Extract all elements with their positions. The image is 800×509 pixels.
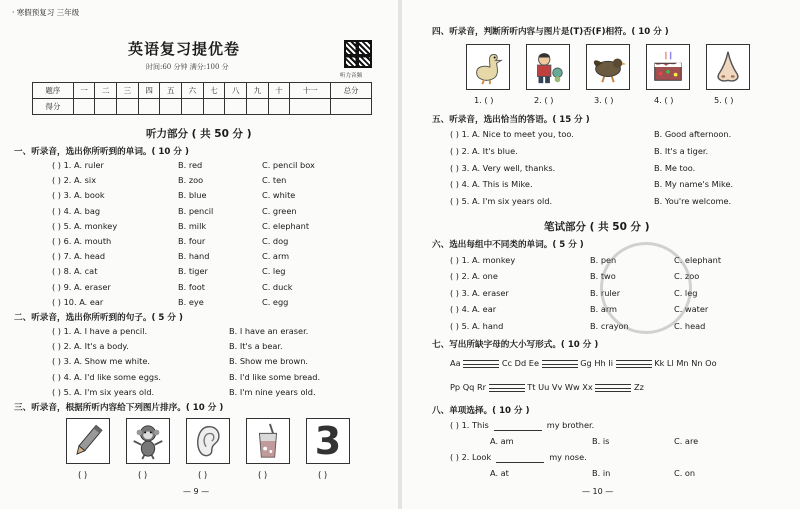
q6-option-a: ( ) 1. A. monkey [450,255,516,265]
q2-option-b: B. I have an eraser. [229,326,309,336]
score-header-cell: 九 [247,83,269,99]
alphabet-blank-j[interactable] [616,360,652,368]
q8-question-stem [450,420,594,431]
q6-option-b: B. two [590,271,616,282]
picture-cake [646,44,690,90]
question-6-heading: 六、选出每组中不同类的单词。( 5 分 ) [432,240,584,250]
q2-option-a: ( ) 3. A. Show me white. [52,356,150,367]
alphabet-text-cde: Cc Dd Ee [501,358,539,368]
q8-stem-start: ( ) 2. Look [450,452,492,462]
score-input-row [33,99,372,115]
q1-option-c: C. egg [262,296,289,307]
q2-option-a: ( ) 5. A. I'm six years old. [52,386,155,397]
score-header-row [33,83,372,99]
q1-option-a: ( ) 7. A. head [52,251,106,262]
alphabet-text-pqr: Pp Qq Rr [450,382,487,392]
score-header-label: 题序 [33,83,74,99]
q2-option-a: ( ) 2. A. It's a body. [52,341,129,352]
score-input-cell[interactable] [73,99,95,115]
q2-option-b: B. I'm nine years old. [229,386,316,397]
alphabet-text-tuvwx: Tt Uu Vv Ww Xx [527,382,593,392]
score-input-cell[interactable] [160,99,182,115]
answer-paren-2: ( ) [138,470,148,480]
q8-option-a: A. at [490,468,509,478]
q5-option-a: ( ) 2. A. It's blue. [450,145,518,156]
alphabet-line-1 [450,358,717,368]
q1-option-b: B. hand [178,251,210,262]
q6-option-b: B. ruler [590,287,621,298]
top-label: · 寒假预复习 三年级 [12,8,80,17]
score-input-cell[interactable] [182,99,204,115]
q8-option-c: C. are [674,436,699,446]
score-input-cell[interactable] [95,99,117,115]
q8-blank[interactable] [494,420,542,431]
score-input-cell[interactable] [268,99,290,115]
q1-option-c: C. green [262,205,297,216]
picture-ear [186,418,230,464]
q5-option-b: B. Me too. [654,162,696,173]
q1-option-c: C. dog [262,236,289,246]
q6-option-c: C. leg [674,287,698,298]
alphabet-blank-y[interactable] [595,384,631,392]
score-header-cell: 总分 [331,83,372,99]
q5-option-b: B. You're welcome. [654,196,732,207]
q1-option-b: B. red [178,160,203,170]
picture-number-three [306,418,350,464]
q5-option-a: ( ) 5. A. I'm six years old. [450,196,553,207]
alphabet-blank-s[interactable] [489,384,525,392]
picture-juice [246,418,290,464]
q1-option-c: C. elephant [262,220,310,231]
page-title: 英语复习提优卷 [128,40,241,58]
score-input-cell[interactable] [290,99,331,115]
page-number: — 9 — [183,487,210,496]
q1-option-c: C. ten [262,175,287,186]
left-page [0,0,398,509]
q1-option-a: ( ) 2. A. six [52,175,97,186]
watermark-seal [600,242,692,334]
q6-option-a: ( ) 3. A. eraser [450,287,509,298]
q1-option-b: B. tiger [178,266,208,277]
score-input-cell[interactable] [331,99,372,115]
q8-option-b: B. in [592,468,611,478]
q4-answer-paren: 1. ( ) [474,95,494,105]
q8-option-c: C. on [674,468,696,478]
alphabet-line-2 [450,382,644,392]
q8-stem-end: my nose. [549,452,587,462]
question-3-heading: 三、听录音，根据所听内容给下列图片排序。( 10 分 ) [14,403,224,413]
q2-option-b: B. Show me brown. [229,356,309,367]
q8-question-stem [450,452,587,463]
q1-option-b: B. eye [178,296,204,307]
picture-duck [466,44,510,90]
q5-option-b: B. Good afternoon. [654,129,732,139]
listening-section-title: 听力部分 ( 共 50 分 ) [146,128,252,140]
score-header-cell: 八 [225,83,247,99]
q4-answer-paren: 4. ( ) [654,95,674,105]
duck-icon [469,47,507,87]
q6-option-a: ( ) 5. A. hand [450,320,504,331]
right-page [402,0,800,509]
q5-option-b: B. My name's Mike. [654,179,734,190]
q1-option-c: C. white [262,190,296,201]
picture-monkey [126,418,170,464]
q6-option-b: B. pen [590,255,617,265]
number-three-icon: 3 [314,419,342,463]
question-2-heading: 二、听录音，选出你所听到的句子。( 5 分 ) [14,313,183,323]
alphabet-text-ghi: Gg Hh Ii [580,358,613,368]
q6-option-c: C. zoo [674,271,700,282]
score-header-cell: 一 [73,83,95,99]
score-header-cell: 七 [203,83,225,99]
q1-option-b: B. milk [178,220,207,231]
nose-icon [709,47,747,87]
score-header-cell: 三 [117,83,139,99]
q1-option-a: ( ) 6. A. mouth [52,236,112,246]
score-table [32,82,372,115]
picture-bird [586,44,630,90]
question-5-heading: 五、听录音，选出恰当的答语。( 15 分 ) [432,115,590,125]
q8-option-a: A. am [490,436,514,446]
q8-stem-start: ( ) 1. This [450,420,489,430]
question-1-heading: 一、听录音，选出你所听到的单词。( 10 分 ) [14,147,189,157]
q1-option-c: C. duck [262,281,293,292]
q1-option-a: ( ) 3. A. book [52,190,105,201]
picture-nose [706,44,750,90]
bird-icon [589,47,627,87]
q1-option-b: B. four [178,236,206,246]
q4-answer-paren: 5. ( ) [714,95,734,105]
q6-option-c: C. head [674,320,706,331]
alphabet-blank-b[interactable] [463,360,499,368]
picture-boy [526,44,570,90]
q6-option-a: ( ) 4. A. ear [450,304,497,315]
q8-stem-end: my brother. [546,420,595,430]
q1-option-a: ( ) 1. A. ruler [52,160,104,170]
q1-option-c: C. leg [262,266,286,277]
answer-paren-4: ( ) [258,470,268,480]
qr-caption: 听力音频 [340,73,363,79]
q6-option-b: B. arm [590,304,618,315]
q2-option-a: ( ) 1. A. I have a pencil. [52,326,148,336]
q6-option-b: B. crayon [590,320,629,331]
answer-paren-3: ( ) [198,470,208,480]
cake-icon [649,47,687,87]
score-header-cell: 十 [268,83,290,99]
juice-icon [249,421,287,461]
q1-option-c: C. pencil box [262,160,315,170]
picture-pencil [66,418,110,464]
answer-paren-5: ( ) [318,470,328,480]
score-input-cell[interactable] [247,99,269,115]
q1-option-a: ( ) 10. A. ear [52,296,104,307]
alphabet-text-zz: Zz [633,382,644,392]
q4-answer-paren: 2. ( ) [534,95,554,105]
score-input-cell[interactable] [225,99,247,115]
q1-option-b: B. blue [178,190,207,201]
q1-option-a: ( ) 9. A. eraser [52,281,111,292]
monkey-icon [129,421,167,461]
q4-answer-paren: 3. ( ) [594,95,614,105]
q1-option-c: C. arm [262,251,290,262]
q5-option-a: ( ) 1. A. Nice to meet you, too. [450,129,574,139]
alphabet-text-klmno: Kk Ll Mn Nn Oo [654,358,717,368]
score-row-label: 得分 [33,99,74,115]
q1-option-b: B. foot [178,281,205,292]
answer-paren-1: ( ) [78,470,88,480]
question-4-heading: 四、听录音，判断所听内容与图片是(T)否(F)相符。( 10 分 ) [432,27,669,37]
q1-option-b: B. pencil [178,205,214,216]
exam-subtitle: 时间:60 分钟 满分:100 分 [146,63,229,71]
q2-option-a: ( ) 4. A. I'd like some eggs. [52,371,161,382]
q1-option-a: ( ) 5. A. monkey [52,220,118,231]
question-7-heading: 七、写出所缺字母的大小写形式。( 10 分 ) [432,340,599,350]
q1-option-b: B. zoo [178,175,204,186]
score-header-cell: 二 [95,83,117,99]
q6-option-c: C. water [674,304,709,315]
score-input-cell[interactable] [203,99,225,115]
score-input-cell[interactable] [138,99,160,115]
score-header-cell: 四 [138,83,160,99]
score-header-cell: 十一 [290,83,331,99]
q5-option-a: ( ) 4. A. This is Mike. [450,179,533,190]
q5-option-a: ( ) 3. A. Very well, thanks. [450,162,556,173]
alphabet-blank-f[interactable] [542,360,578,368]
writing-section-title: 笔试部分 ( 共 50 分 ) [544,221,650,233]
boy-icon [529,47,567,87]
q2-option-b: B. It's a bear. [229,341,283,352]
ear-icon [189,421,227,461]
q1-option-a: ( ) 8. A. cat [52,266,98,277]
q6-option-c: C. elephant [674,255,722,265]
question-8-heading: 八、单项选择。( 10 分 ) [432,406,530,416]
q2-option-b: B. I'd like some bread. [229,371,321,382]
pencil-icon [69,421,107,461]
qr-code-icon [344,40,372,68]
page-number: — 10 — [582,487,614,496]
q5-option-b: B. It's a tiger. [654,145,709,156]
score-header-cell: 五 [160,83,182,99]
score-input-cell[interactable] [117,99,139,115]
alphabet-text-aa: Aa [450,358,461,368]
q8-blank[interactable] [496,452,544,463]
q1-option-a: ( ) 4. A. bag [52,205,101,216]
q8-option-b: B. is [592,436,610,446]
score-header-cell: 六 [182,83,204,99]
q6-option-a: ( ) 2. A. one [450,271,498,282]
